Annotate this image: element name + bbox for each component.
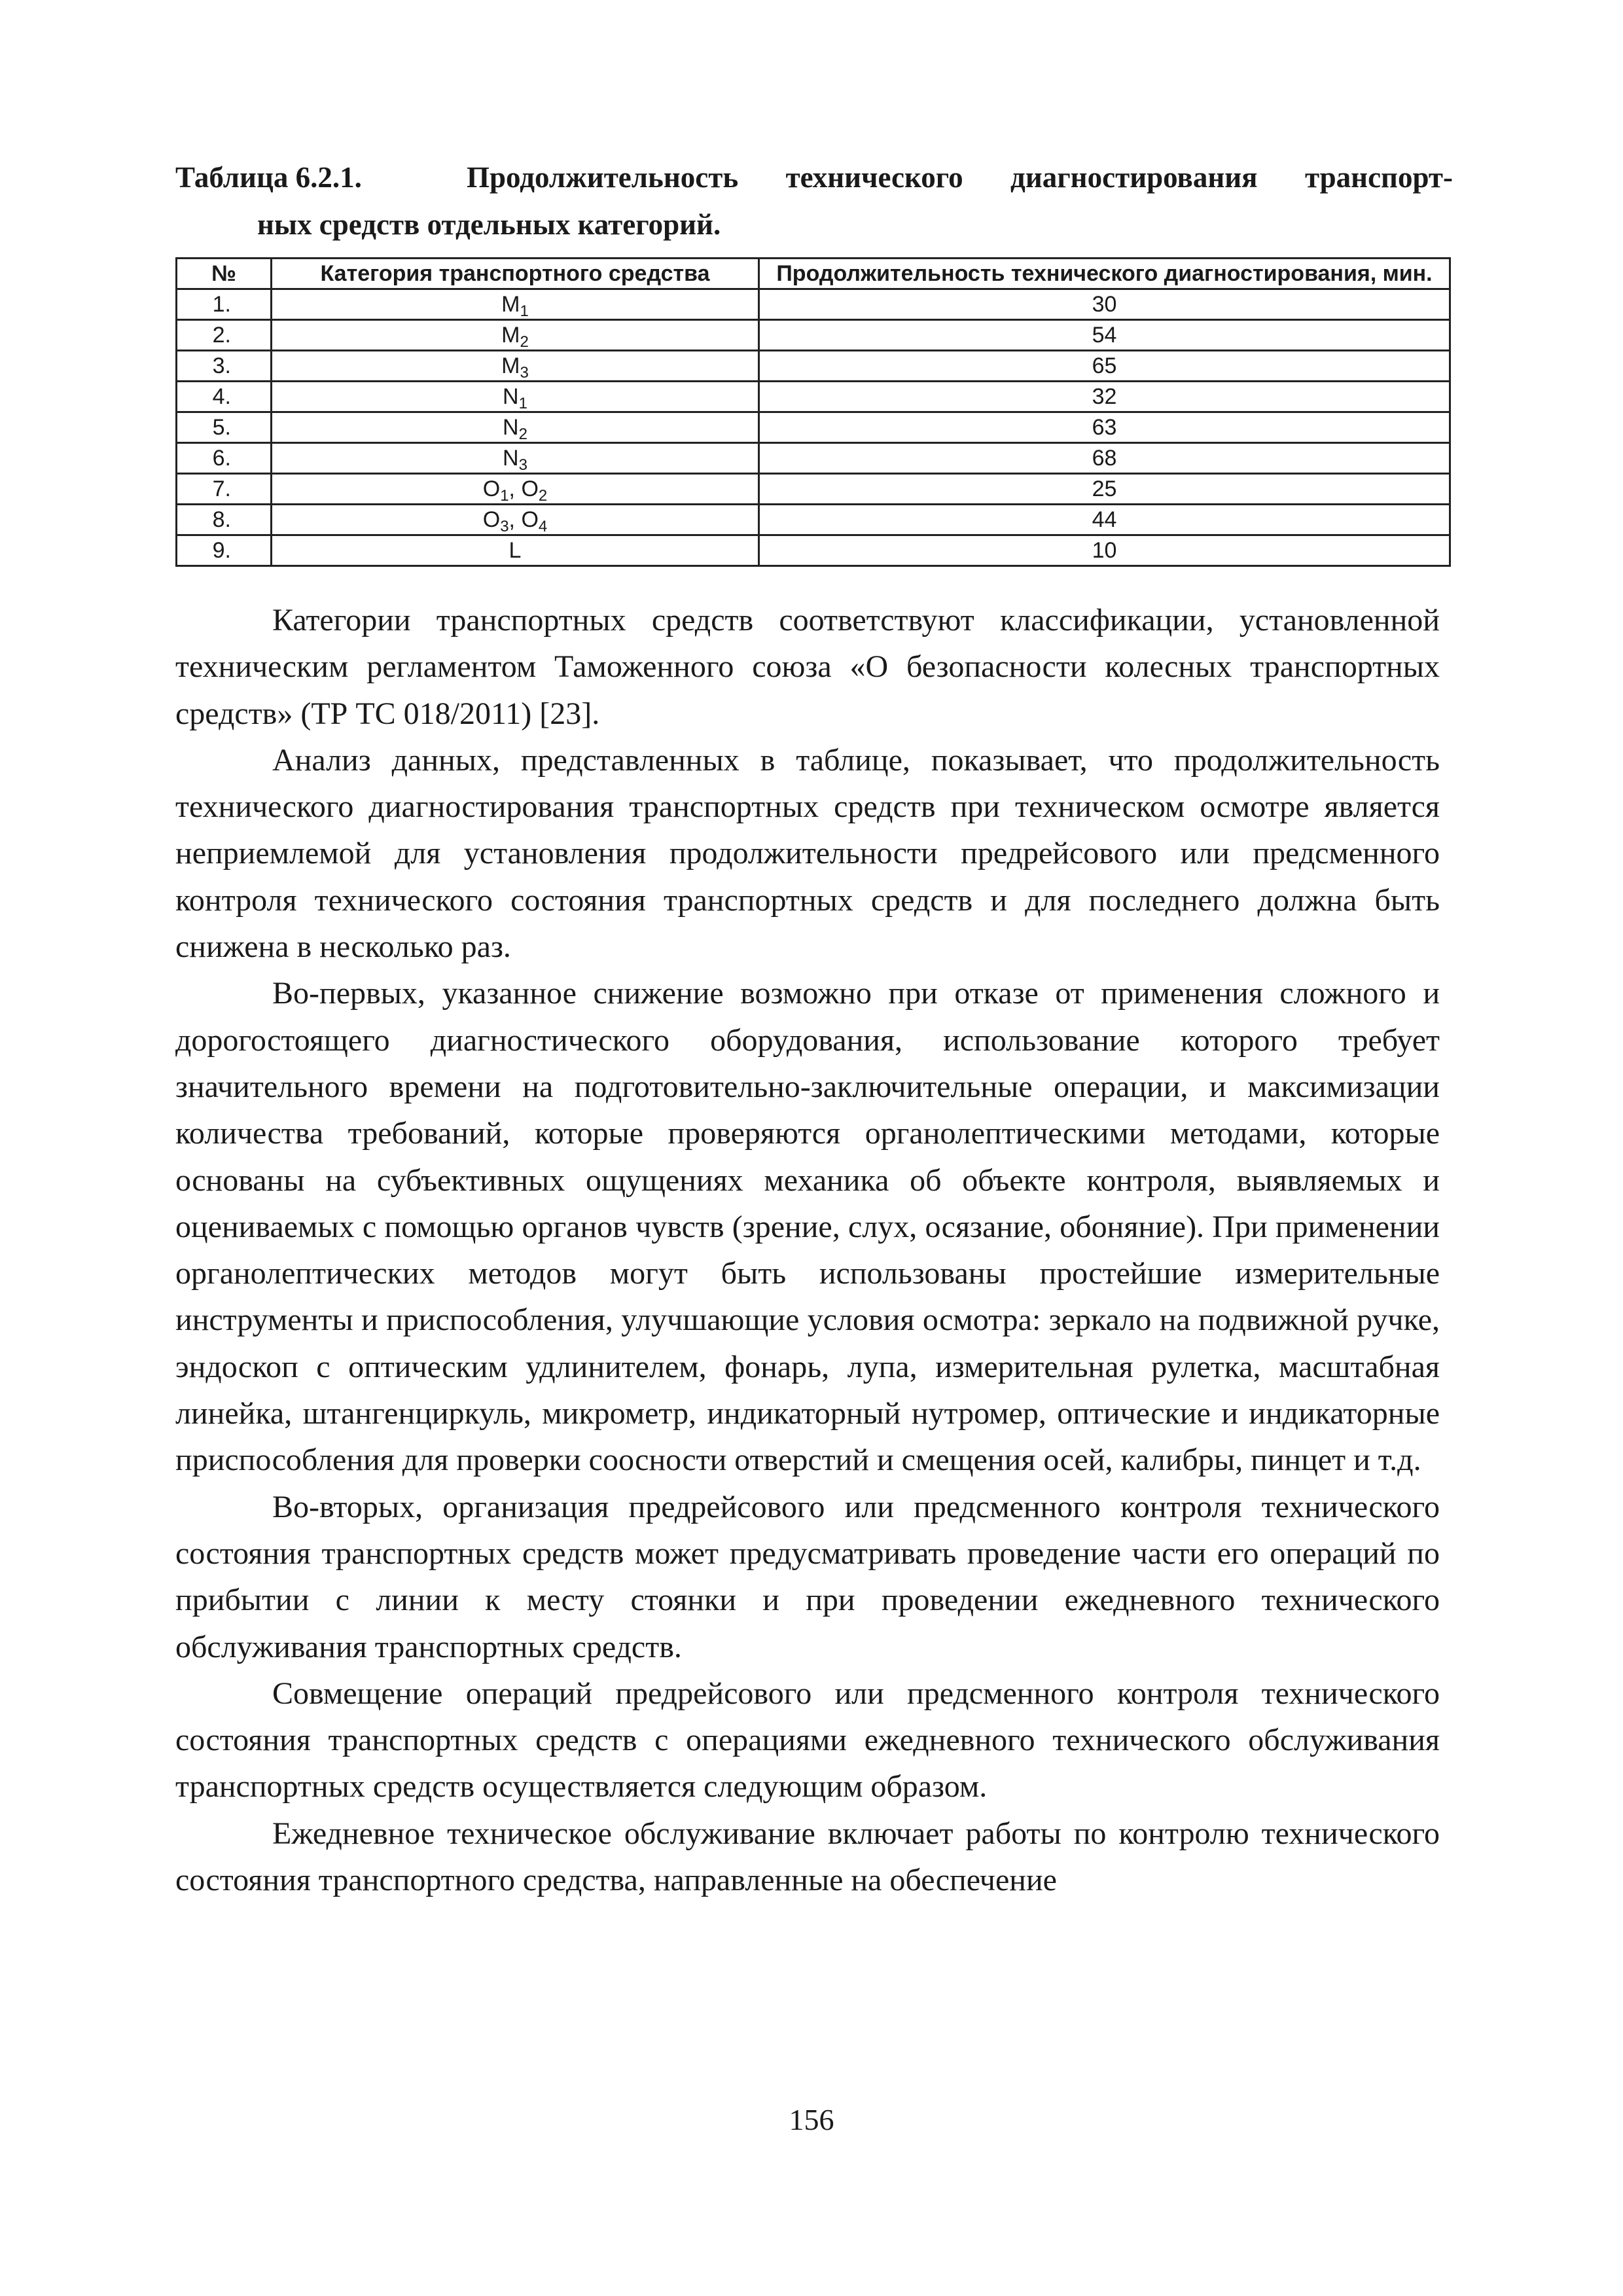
row-category [272,412,759,443]
row-duration [759,535,1450,566]
category-subscript: 3 [500,518,509,535]
table-row [177,412,1450,443]
row-duration-text: 10 [1092,538,1117,563]
row-duration-text: 32 [1092,384,1117,409]
row-category [272,505,759,535]
category-separator: , [508,507,522,532]
row-duration [759,382,1450,412]
row-duration [759,505,1450,535]
table-caption-title-line2: ных средств отдельных категорий. [257,208,721,241]
row-number [177,289,272,320]
table-caption-label: Таблица 6.2.1. [175,161,362,194]
row-number [177,535,272,566]
category-letter: N [503,384,519,409]
table-row [177,474,1450,505]
paragraph: Анализ данных, представленных в таблице, показывает, что продолжительность технического диагностирования транспортных средств при техническом осмотре является неприемлемой для установления продолжительности предрейсового или предсменного контроля технического состояния транспортных средств и для последнего должна быть снижена в несколько раз. [175,742,1440,965]
row-duration [759,412,1450,443]
category-subscript-2: 4 [538,518,548,535]
paragraph: Совмещение операций предрейсового или предсменного контроля технического состояния транспортных средств с операциями ежедневного технического обслуживания транспортных средств осуществляется следующим образом. [175,1676,1440,1804]
diagnostics-table [175,257,1451,567]
table-row [177,443,1450,474]
row-category [272,382,759,412]
category-subscript: 1 [500,487,509,505]
column-header-category: Категория транспортного средства [272,259,759,289]
table-row [177,351,1450,382]
category-subscript: 2 [520,333,529,351]
row-duration-text: 44 [1092,507,1117,532]
row-duration [759,289,1450,320]
row-number [177,320,272,351]
page-number: 156 [789,2103,834,2136]
table-caption [175,154,1453,248]
row-duration-text: 65 [1092,353,1117,378]
category-letter: M [501,323,520,348]
table-row [177,535,1450,566]
row-category [272,474,759,505]
category-subscript: 1 [520,302,529,320]
table-row [177,320,1450,351]
row-number-text: 2. [212,323,231,348]
column-header-number: № [177,259,272,289]
row-number [177,351,272,382]
row-duration-text: 30 [1092,292,1117,317]
row-category [272,535,759,566]
row-category [272,443,759,474]
row-number-text: 6. [212,446,231,471]
table-header-row [177,259,1450,289]
paragraph: Категории транспортных средств соответствуют классификации, установленной техническим регламентом Таможенного союза «О безопасности колесных транспортных средств» (ТР ТС 018/2011) [23]. [175,603,1440,731]
row-number-text: 5. [212,415,231,440]
category-subscript: 3 [518,456,527,474]
category-letter: M [501,353,520,378]
paragraph: Ежедневное техническое обслуживание включает работы по контролю технического состояния транспортного средства, направленные на обеспечение [175,1816,1440,1898]
category-subscript: 3 [520,364,529,382]
row-number-text: 8. [212,507,231,532]
category-letter: N [503,446,519,471]
paragraph: Во-вторых, организация предрейсового или предсменного контроля технического состояния транспортных средств может предусматривать проведение части его операций по прибытии с линии к месту стоянки и при проведении ежедневного технического обслуживания транспортных средств. [175,1489,1440,1664]
row-category [272,320,759,351]
category-subscript-2: 2 [538,487,548,505]
category-letter: O [482,507,501,532]
row-duration-text: 25 [1092,476,1117,501]
category-letter: M [501,292,520,317]
row-duration [759,443,1450,474]
row-number-text: 4. [212,384,231,409]
category-letter: L [508,538,522,563]
body-text [175,597,1440,1903]
column-header-duration: Продолжительность технического диагностирования, мин. [759,259,1450,289]
row-number [177,474,272,505]
table-row [177,505,1450,535]
row-duration [759,474,1450,505]
row-duration [759,320,1450,351]
row-duration [759,351,1450,382]
row-category [272,289,759,320]
category-letter: N [503,415,519,440]
table-row [177,289,1450,320]
category-subscript: 1 [518,395,527,412]
row-category [272,351,759,382]
category-letter: O [482,476,501,501]
row-duration-text: 68 [1092,446,1117,471]
category-letter-2: O [521,476,539,501]
row-number-text: 3. [212,353,231,378]
table-body [177,289,1450,566]
category-separator: , [508,476,522,501]
paragraph: Во-первых, указанное снижение возможно при отказе от применения сложного и дорогостоящего диагностического оборудования, использование которого требует значительного времени на подготовительно-заключительные операции, и максимизации количества требований, которые проверяются органолептическими методами, которые основаны на субъективных ощущениях механика об объекте контроля, выявляемых и оцениваемых с помощью органов чувств (зрение, слух, осязание, обоняние). При применении органолептических методов могут быть использованы простейшие измерительные инструменты и приспособления, улучшающие условия осмотра: зеркало на подвижной ручке, эндоскоп с оптическим удлинителем, фонарь, лупа, измерительная рулетка, масштабная линейка, штангенциркуль, микрометр, индикаторный нутромер, оптические и индикаторные приспособления для проверки соосности отверстий и смещения осей, калибры, пинцет и т.д. [175,976,1440,1478]
table-caption-title-line1: Продолжительность технического диагностирования транспорт- [467,161,1453,194]
row-number-text: 1. [212,292,231,317]
row-number [177,382,272,412]
row-duration-text: 63 [1092,415,1117,440]
row-duration-text: 54 [1092,323,1117,348]
category-subscript: 2 [518,425,527,443]
row-number [177,412,272,443]
row-number-text: 9. [212,538,231,563]
row-number-text: 7. [212,476,231,501]
row-number [177,443,272,474]
category-letter-2: O [521,507,539,532]
row-number [177,505,272,535]
table-row [177,382,1450,412]
